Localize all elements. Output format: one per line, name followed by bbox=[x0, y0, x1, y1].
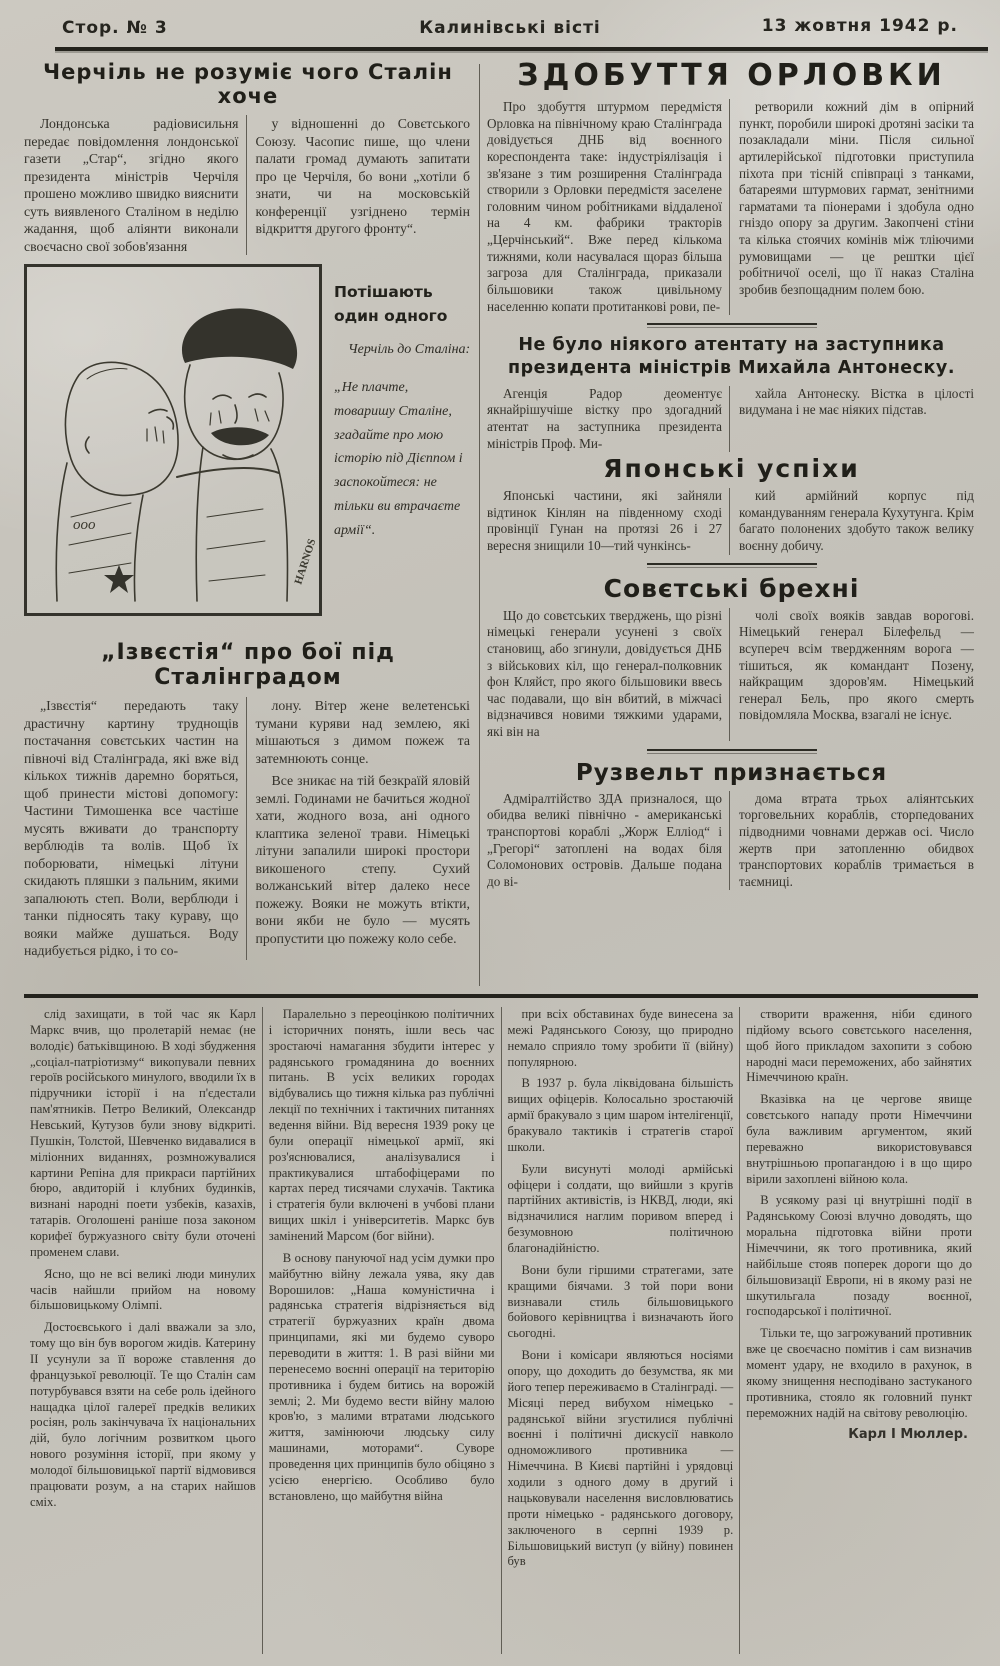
paragraph: Вони були гіршими стратегами, зате кращими біячами. З той пори вони визнавали стиль більшовицького бойового керівництва і визначають його сьогодні. bbox=[507, 1262, 734, 1341]
paragraph: слід захищати, в той час як Карл Маркс вчив, що пролетарій немає (не володіє) батьківщиною. В ході збудження „соціал-патріотизму“ викопували певних героїв російського минулого, вводили їх в підручники історії і на п'єдестали пам'ятників. Петро Великий, Олександр Невський, Кутузов були знову відкриті. Пушкін, Толстой, Шевченко видавалися в міліонних виданнях, розмножувалися картини Репіна для прикраси партійних бюро, авдиторій і клубних будинків, визнані народні поети узбеків, казахів, татарів. Оголошені раніше поза законом корифеї буржуазного світу були оточені променем слави. bbox=[30, 1007, 256, 1259]
paragraph: В основу пануючої над усім думки про майбутню війну лежала уява, яку дав Ворошилов: „Наша комуністична і радянська стратегія відрізняється від стратегії буржуазних країн двома принципами, які ми будемо суворо переводити в життя: 1. В разі війни ми перенесемо воєнні операції на територію противника і будем битись на ворожій землі; 2. Ми будемо вести війну малою кров'ю, з малими втратами людського життя, замінюючи людську силу машинами, моторами“. Суворе проведення цих принципів було обіцяно з усією енергією. Особливо було встановлено, що майбутня війна bbox=[268, 1250, 495, 1503]
paragraph: хайла Антонеску. Вістка в цілості видумана і не має ніяких підстав. bbox=[739, 385, 974, 418]
issue-date: 13 жовтня 1942 р. bbox=[761, 16, 958, 36]
article-roosevelt-columns bbox=[487, 791, 976, 891]
antonescu-column-2 bbox=[729, 386, 976, 453]
paragraph: Адміралтійство ЗДА призналося, що обидва великі північно - американські транспортові кораблі „Жорж Елліод“ і „Грегорі“ затоплені на водах біля Соломонових островів. Дальше подана до ві- bbox=[487, 790, 722, 889]
paragraph: Японські частини, які зайняли відтинок Кінлян на південному сході провінції Гунан на протязі 26 і 27 вересня знищили 10—тий чункінсь- bbox=[487, 488, 722, 553]
halves-divider bbox=[479, 64, 480, 986]
roosevelt-column-2 bbox=[729, 791, 976, 891]
paragraph: дома втрата трьох аліянтських торговельних кораблів, сторпедованих підводними човнами держав осі. Число жертв при затопленню обидвох транспортових кораблів тримається в таємниці. bbox=[739, 790, 974, 889]
paragraph: В усякому разі ці внутрішні події в Радянському Союзі влучно доводять, що моральна підготовка війни проти Німеччини, як того противника, який найбільше стояв поперек дороги що до більшовизації Европи, ні в якому разі не шкутильгала позаду воєнної, господарської і політичної. bbox=[746, 1193, 972, 1319]
paragraph: Достоєвського і далі вважали за зло, тому що він був ворогом жидів. Катерину II усунули за її вороже ставлення до французької революції. Те що Сталін сам потурбувався взяти на себе роль ідейного нащадка цілої галереї предків великих росіян, роль закінчувача їх національних дій, було логічним розвитком цього нового розуміння історії, при якому у молодої більшовицької партії відмовився працювати розум, а на старих найшов сміх. bbox=[30, 1320, 256, 1509]
cartoon-sob-text: ооо bbox=[73, 517, 96, 534]
article-churchill-columns bbox=[24, 115, 472, 255]
japan-column-2 bbox=[729, 488, 976, 555]
header-rule bbox=[55, 47, 988, 51]
paragraph: Про здобуття штурмом передмістя Орловка на північному краю Сталінграда довідується ДНБ від воєнного кореспондента таке: індустріялізація і зв'язане з тим розширення Сталінграда створили з Орловки передмістя заселене головним чином робітниками віддаленої на 4 км. фабрики тракторів „Церчінський“. Вже перед кількома тижнями, коли насувалася щораз більша загроза для Сталінграда, приказали більшовики також цивільному населенню копати протитанкові рови, пе- bbox=[487, 99, 722, 314]
article-title-izvestia: „Ізвєстія“ про бої під Сталінградом bbox=[101, 640, 395, 691]
antonescu-column-1 bbox=[487, 386, 729, 453]
soviet-lies-column-2 bbox=[729, 608, 976, 741]
section-divider bbox=[647, 323, 817, 328]
roosevelt-column-1 bbox=[487, 791, 729, 891]
cartoon-caption-title: Потішають один одного bbox=[334, 283, 448, 326]
paragraph: Лондонська радіовисильня передає повідомлення лондонської газети „Стар“, згідно якого президента міністрів Черчіля прошено можливо швидко вияснити суть виявленого Сталіном в неділю жадання, щоб аліянти виконали своєчасно свої зобов'язання bbox=[24, 116, 239, 254]
article-antonescu-columns bbox=[487, 386, 976, 453]
star-icon bbox=[104, 565, 134, 593]
article-title-orlovka: ЗДОБУТТЯ ОРЛОВКИ bbox=[517, 58, 946, 93]
main-content bbox=[24, 58, 976, 986]
paragraph: Вказівка на це чергове явище совєтського нападу проти Німеччини була важливим аргументом, який переважно використовувався внутрішньою пропагандою і в що щиро вірили захоплені війною кола. bbox=[746, 1092, 972, 1186]
paragraph: чолі своїх вояків завдав ворогові. Німецький генерал Білефельд — всупереч всім твердженням ворога — тішиться, як командант Позену, найкращим здоров'ям. Німецький генерал Бель, про якого смерть повідомляла Москва, взагалі не існує. bbox=[739, 607, 974, 723]
churchill-column-1 bbox=[24, 115, 246, 255]
cartoon-caption-lead: Черчіль до Сталіна: bbox=[348, 342, 471, 358]
paragraph: В 1937 р. була ліквідована більшість вищих офіцерів. Колосально зростаючій армії бракувало з цим шаром інтелігенції, бракувало тактиків і стратегів старої школи. bbox=[507, 1076, 734, 1154]
article-soviet-lies-columns bbox=[487, 608, 976, 741]
bottom-column-4 bbox=[739, 1007, 978, 1654]
paragraph: Що до совєтських тверджень, що різні німецькі генерали усунені з своїх становищ, або згинули, довідується ДНБ з військових кіл, що генерал-полковник фон Кляйст, про якого більшовики ввесь час подавали, що він вбитий, в міжчасі відзначився новими тяжкими ударами, які він на bbox=[487, 607, 722, 739]
section-divider bbox=[647, 563, 817, 568]
orlovka-column-1 bbox=[487, 99, 729, 315]
japan-column-1 bbox=[487, 488, 729, 555]
paragraph: Паралельно з переоцінкою політичних і історичних понять, ішли весь час зростаючі намагання збудити інтерес у радянського громадянина до воєнних питань. В усіх великих городах відбувались що тижня кілька раз публічні лекції по технічних і тактичних питаннях ведення війни. Від вересня 1939 року це були операції німецької армії, які роз'яснювалися, аналізувалися і практикувалися штабофіцерами по картах перед тисячами слухачів. Тактика і стратегія були включені в учбові плани вищих шкіл і університетів. Маркс був замінений Марсом (бог війни). bbox=[268, 1007, 495, 1244]
paragraph: при всіх обставинах буде винесена за межі Радянського Союзу, що природно немало сприяло тому зробити її (війну) популярною. bbox=[507, 1007, 734, 1069]
paragraph: Були висунуті молоді армійські офіцери і солдати, що вийшли з кругів партійних активістів, із НКВД, люди, які відзначилися наглим поривом вперед і безумовною політичною благонадійністю. bbox=[507, 1161, 734, 1256]
cartoon-caption bbox=[322, 264, 472, 632]
cartoon-frame bbox=[24, 264, 322, 616]
section-divider bbox=[647, 749, 817, 754]
paragraph: у відношенні до Совєтського Союзу. Часопис пише, що члени палати громад думають запитати про це Черчіля, бо вони „хотіли б знати, чи на московській конференції узгіднено термін відкриття другого фронту“. bbox=[255, 116, 470, 237]
left-half bbox=[24, 58, 472, 986]
bottom-column-2 bbox=[262, 1007, 501, 1654]
paragraph: ретворили кожний дім в опірний пункт, поробили широкі дротяні засіки та позакладали міни. Після сильної артилерійської підготовки приступила піхота при тісній співпраці з танками, батареями штурмових гармат, зенітними гарматами та піонерами і здобула одно гніздо опору за другим. Закопчені стіни та кілька стоячих комінів між тліючими румовищами — це рештки цієї робітничої оселі, що її наказ Сталіна зробив безпощадним полем бою. bbox=[739, 99, 974, 297]
right-half bbox=[487, 58, 976, 986]
article-title-antonescu: Не було ніякого атентату на заступника президента міністрів Михайла Антонеску. bbox=[508, 335, 955, 378]
page-number-label: Стор. № 3 bbox=[62, 18, 168, 38]
cartoon-block bbox=[24, 264, 472, 632]
paragraph: Вони і комісари являються носіями опору, що доходить до безумства, як ми його тепер переживаємо в Сталінграді. — Місяці перед вибухом німецько - радянської війни згустилися публічні воєнні і політичні дискусії навколо одноможливого противника — Німеччина. В Києві партійні і урядовці ходили з одного дому в другий і нацьковували населення висловлюватись проти німецько - радянського договору, заключеного в серпні 1939 р. Більшовицький виступ (у війну) повинен був bbox=[507, 1348, 734, 1569]
author-signature: Карл І Мюллер. bbox=[848, 1427, 968, 1443]
bottom-column-1 bbox=[24, 1007, 262, 1654]
bottom-article bbox=[24, 994, 978, 1654]
izvestia-column-2 bbox=[246, 697, 473, 960]
soviet-lies-column-1 bbox=[487, 608, 729, 741]
page-header bbox=[62, 16, 958, 42]
izvestia-column-1 bbox=[24, 697, 246, 960]
cartoon-drawing bbox=[27, 267, 319, 607]
paragraph: створити враження, ніби єдиного підйому всього совєтського населення, щоб його прикладом захопити з собою народні маси переможених, або зайнятих Німеччиною країн. bbox=[746, 1007, 972, 1085]
churchill-column-2 bbox=[246, 115, 473, 255]
bottom-column-3 bbox=[501, 1007, 740, 1654]
cartoon-caption-quote: „Не плачте, товаришу Сталіне, згадайте про мою історію під Дієппом і заспокойтеся: не тільки ви втрачаєте армії“. bbox=[334, 379, 463, 538]
article-orlovka-columns bbox=[487, 99, 976, 315]
cartoon-artist-signature: HARNOS bbox=[292, 537, 319, 587]
paragraph: Ясно, що не всі великі люди минулих часів найшли прийом на новому більшовицькому Олімпі. bbox=[30, 1266, 256, 1313]
article-japan-columns bbox=[487, 488, 976, 555]
article-izvestia-columns bbox=[24, 697, 472, 960]
orlovka-column-2 bbox=[729, 99, 976, 315]
paragraph: кий армійний корпус під командуванням генерала Кухутунга. Крім багато полонених здобуто також велику воєнну добичу. bbox=[739, 488, 974, 553]
article-title-japan: Японські успіхи bbox=[603, 454, 860, 484]
paragraph: лону. Вітер жене велетенські тумани куряви над землею, які мішаються з димом пожеж та затемнюють сонце. bbox=[255, 698, 470, 766]
paragraph: „Ізвєстія“ передають таку драстичну картину труднощів постачання совєтських частин на півночі від Сталінграда, які вже від кількох тижнів даремно боряться, щоб принести містові допомогу: Частини Тимошенка все частіше мусять вживати до транспорту верблюдів та волів. Щоб їх поборювати, німецькі літуни скидають пляшки з пальним, якими запалюють степ. Воли, верблюди і танки підносять таку кураву, що вояки майже душаться. Воду надибується рідко, і то со- bbox=[24, 698, 239, 959]
article-title-churchill: Черчіль не розуміє чого Сталін хоче bbox=[43, 60, 453, 108]
paragraph: Тільки те, що загрожуваний противник вже це своєчасно помітив і сам визначив момент удару, не входило в рахунок, в якому знищення несподівано застуканого противника, стояло як головний пункт переможних надій на світову революцію. bbox=[746, 1326, 972, 1420]
paragraph: Все зникає на тій безкраїй яловій землі. Годинами не бачиться жодної хати, жодного воза, ані одного клаптика зеленої трави. Німецькі літуни запалили широкі простори викошеного степу. Сухий волжанський вітер далеко несе пожежу. Вояки не можуть втікти, вони якби не було — мусять пропустити цю пожежу коло себе. bbox=[255, 773, 470, 946]
article-title-soviet-lies: Совєтські брехні bbox=[603, 573, 860, 603]
newspaper-masthead: Калинівські вісті bbox=[419, 18, 601, 38]
article-title-roosevelt: Рузвельт признається bbox=[575, 759, 888, 786]
paragraph: Агенція Радор деоментує якнайрішучіше вістку про здогадний атентат на заступника президента міністрів Проф. Ми- bbox=[487, 385, 722, 451]
